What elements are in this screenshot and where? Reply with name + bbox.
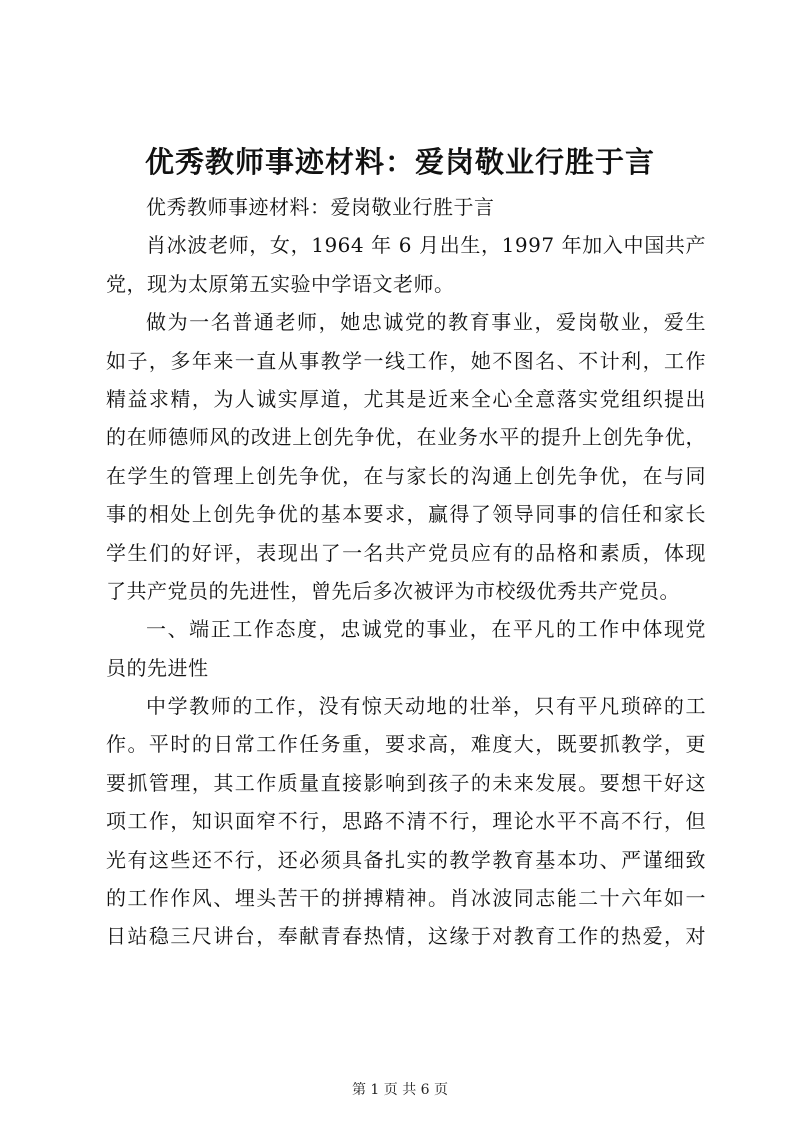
subtitle-line: 优秀教师事迹材料：爱岗敬业行胜于言 <box>146 195 495 219</box>
paragraph-line: 如子，多年来一直从事教学一线工作，她不图名、不计利，工作 <box>106 348 706 373</box>
page-number-footer: 第 1 页 共 6 页 <box>351 1082 449 1098</box>
paragraph-line: 作。平时的日常工作任务重，要求高，难度大，既要抓教学，更 <box>106 732 706 757</box>
paragraph-line: 肖冰波老师，女，1964 年 6 月出生，1997 年加入中国共产 <box>146 233 706 258</box>
paragraph-line: 事的相处上创先争优的基本要求，赢得了领导同事的信任和家长 <box>106 502 706 527</box>
document-title: 优秀教师事迹材料：爱岗敬业行胜于言 <box>144 145 655 179</box>
paragraph-line: 光有这些还不行，还必须具备扎实的教学教育基本功、严谨细致 <box>106 847 706 872</box>
paragraph-line: 项工作，知识面窄不行，思路不清不行，理论水平不高不行，但 <box>106 809 706 834</box>
paragraph-line: 中学教师的工作，没有惊天动地的壮举，只有平凡琐碎的工 <box>146 694 706 719</box>
paragraph-line: 的在师德师风的改进上创先争优，在业务水平的提升上创先争优， <box>106 425 706 450</box>
paragraph-line: 日站稳三尺讲台，奉献青春热情，这缘于对教育工作的热爱，对 <box>106 924 706 949</box>
section-heading-line: 员的先进性 <box>106 655 209 680</box>
paragraph-line: 了共产党员的先进性，曾先后多次被评为市校级优秀共产党员。 <box>106 578 680 603</box>
paragraph-line: 学生们的好评，表现出了一名共产党员应有的品格和素质，体现 <box>106 540 706 565</box>
paragraph-line: 精益求精，为人诚实厚道，尤其是近来全心全意落实党组织提出 <box>106 386 706 411</box>
paragraph-line: 党，现为太原第五实验中学语文老师。 <box>106 271 455 296</box>
section-heading-line: 一、端正工作态度，忠诚党的事业，在平凡的工作中体现党 <box>146 617 706 642</box>
paragraph-line: 做为一名普通老师，她忠诚党的教育事业，爱岗敬业，爱生 <box>146 310 706 335</box>
document-body <box>106 188 706 956</box>
paragraph-line: 要抓管理，其工作质量直接影响到孩子的未来发展。要想干好这 <box>106 770 706 795</box>
paragraph-line: 在学生的管理上创先争优，在与家长的沟通上创先争优，在与同 <box>106 463 706 488</box>
paragraph-line: 的工作作风、埋头苦干的拼搏精神。肖冰波同志能二十六年如一 <box>106 886 706 911</box>
